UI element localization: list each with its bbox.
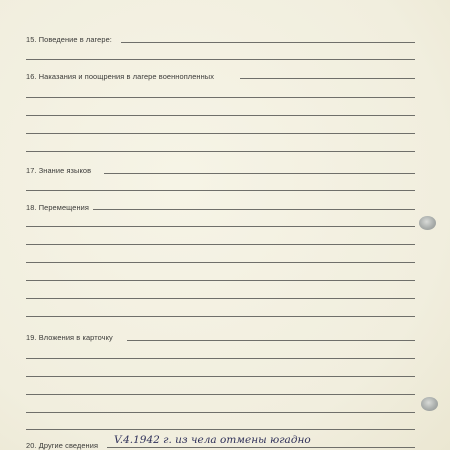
- field-line: [26, 190, 415, 191]
- field-line: [26, 133, 415, 134]
- handwritten-entry-other-info: V.4.1942 г. из чела отмены югадно: [114, 434, 311, 446]
- field-line: [127, 340, 415, 341]
- field-line: [26, 97, 415, 98]
- field-line: [26, 316, 415, 317]
- field-label-language-knowledge: 17. Знание языков: [26, 166, 92, 175]
- field-line: [107, 447, 415, 448]
- field-line: [26, 115, 415, 116]
- field-line: [26, 298, 415, 299]
- field-line: [121, 42, 415, 43]
- field-line: [26, 280, 415, 281]
- field-label-transfers: 18. Перемещения: [26, 203, 89, 212]
- punch-hole-lower: [421, 397, 438, 411]
- field-line: [26, 358, 415, 359]
- field-label-behavior-in-camp: 15. Поведение в лагере:: [26, 35, 112, 44]
- field-label-penalties-and-rewards: 16. Наказания и поощрения в лагере военнопленных: [26, 72, 214, 81]
- field-line: [104, 173, 415, 174]
- field-line: [26, 376, 415, 377]
- field-line: [26, 429, 415, 430]
- field-line: [26, 412, 415, 413]
- punch-hole-upper: [419, 216, 436, 230]
- field-line: [26, 394, 415, 395]
- field-label-card-attachments: 19. Вложения в карточку: [26, 333, 113, 342]
- field-line: [26, 262, 415, 263]
- field-line: [26, 244, 415, 245]
- field-label-other-info: 20. Другие сведения: [26, 441, 99, 450]
- field-line: [26, 151, 415, 152]
- field-line: [26, 59, 415, 60]
- field-line: [93, 209, 415, 210]
- field-line: [26, 226, 415, 227]
- field-line: [240, 78, 415, 79]
